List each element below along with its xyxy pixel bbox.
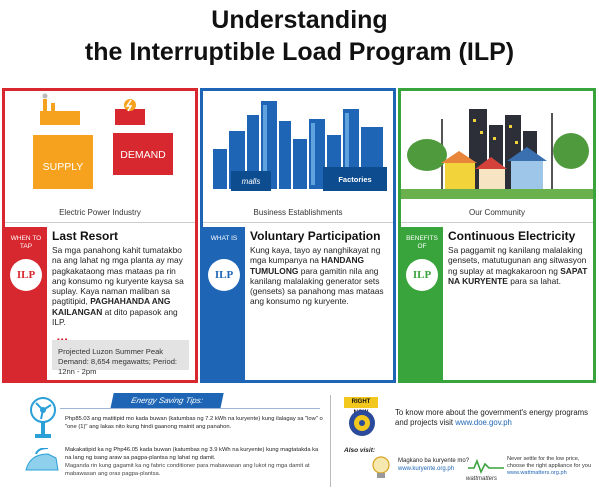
divider: [5, 222, 195, 223]
panel-body: Sa mga panahong kahit tumatakbo na ang lahat ng mga planta ay may pagkakataong mas mataas pa rin ang konsumo ng kuryente kaysa sa suplay. Kaya naman maliban sa pagtitipid, PAGHAHANDA ANG KAILANGAN at dito papasok ang ILP.: [52, 245, 184, 328]
tree: [407, 139, 447, 171]
tip-iron: Makakatipid ka ng Php46.05 kada buwan (katumbas ng 3.9 kWh na kuryente) kung magtatakda ka na lang ng isang araw sa pagpa-plantsa ng lahat ng damit.: [65, 447, 319, 461]
divider: [203, 222, 393, 223]
peak-demand-box: Projected Luzon Summer Peak Demand: 8,654 megawatts; Period: 12nn - 2pm: [52, 340, 189, 370]
power-industry-illustration: [5, 91, 195, 221]
ilp-badge: ILP: [10, 259, 42, 291]
ilp-badge: ILP: [406, 259, 438, 291]
divider: [401, 222, 593, 223]
tip-fan: Php85.03 ang matitipid mo kada buwan (katumbas ng 7.2 kWh na kuryente) kung ilalagay sa "low" o "one (1)" ang lakas nito kung hindi gaanong mainit ang panahon.: [65, 416, 323, 430]
side-tab: [203, 227, 245, 380]
side-tab: [401, 227, 443, 380]
community-illustration: [401, 91, 593, 221]
panel-voluntary-participation: [200, 88, 396, 383]
panel-caption: Our Community: [468, 208, 525, 217]
supply-label: SUPPLY: [42, 161, 84, 173]
title-line-2: the Interruptible Load Program (ILP): [84, 38, 515, 66]
demand-label: DEMAND: [120, 149, 166, 161]
electric-fan-icon: [28, 396, 58, 440]
lightning-box-icon: [115, 99, 145, 125]
doe-link[interactable]: www.doe.gov.ph: [455, 418, 512, 427]
panel-caption: Electric Power Industry: [59, 208, 141, 217]
wattmatters-logo-icon: [468, 458, 504, 474]
kuryente-info: Magkano ba kuryente mo? www.kuryente.org.ph: [398, 458, 470, 472]
panel-body: Sa paggamit ng kanilang malalaking gensets, matutugunan ang sitwasyon ng suplay at magkakaroon ng SAPAT NA KURYENTE para sa lahat.: [448, 245, 588, 286]
panel-last-resort: [2, 88, 198, 383]
lightbulb-icon: [370, 456, 392, 480]
flat-iron-icon: [24, 448, 60, 474]
ilp-badge: ILP: [208, 259, 240, 291]
side-tab: [5, 227, 47, 380]
factory-icon: [40, 99, 80, 125]
street-lamp: [551, 113, 553, 191]
panel-heading: Last Resort: [52, 229, 119, 243]
grass: [401, 189, 593, 199]
wattmatters-info: Never settle for the low price, choose the right appliance for you www.wattmatters.org.ph: [507, 456, 599, 477]
wattmatters-label: wattmatters: [466, 476, 498, 482]
also-visit-label: Also visit:: [344, 447, 376, 454]
panel-caption: Business Establishments: [253, 208, 343, 217]
side-tab-label: WHAT IS: [210, 235, 238, 242]
kuryente-link[interactable]: www.kuryente.org.ph: [398, 465, 455, 472]
tip-fabric-conditioner: Maganda rin kung gagamit ka ng fabric conditioner para mabawasan ang lukot ng mga damit at mabawasan ang oras pagpa-plantsa.: [65, 463, 310, 477]
side-tab-label: WHEN TO TAP: [10, 235, 42, 250]
business-establishments-illustration: [203, 91, 393, 221]
malls-label: malls: [241, 177, 261, 186]
panel-continuous-electricity: [398, 88, 596, 383]
doe-seal-icon: [348, 409, 376, 437]
side-tab-label: BENEFITS OF: [406, 235, 438, 250]
title-line-1: Understanding: [211, 6, 388, 34]
panel-heading: Voluntary Participation: [250, 229, 381, 243]
doe-info: To know more about the government's energy programs and projects visit www.doe.gov.ph: [395, 408, 589, 427]
energy-tips-banner: Energy Saving Tips:: [110, 393, 223, 409]
tree: [553, 133, 589, 169]
footer-divider: [330, 395, 331, 487]
panel-body: Kung kaya, tayo ay nanghikayat ng mga kumpanya na HANDANG TUMULONG para gamitin nila ang kanilang malalaking generator sets (gensets) sa panahong mas mataas ang konsumo ng kuryente.: [250, 245, 384, 307]
wattmatters-link[interactable]: www.wattmatters.org.ph: [507, 470, 567, 476]
panel-heading: Continuous Electricity: [448, 229, 576, 243]
factories-label: Factories: [338, 175, 372, 184]
right-now-badge: RIGHT: [344, 397, 378, 408]
tips-divider: [60, 408, 320, 409]
